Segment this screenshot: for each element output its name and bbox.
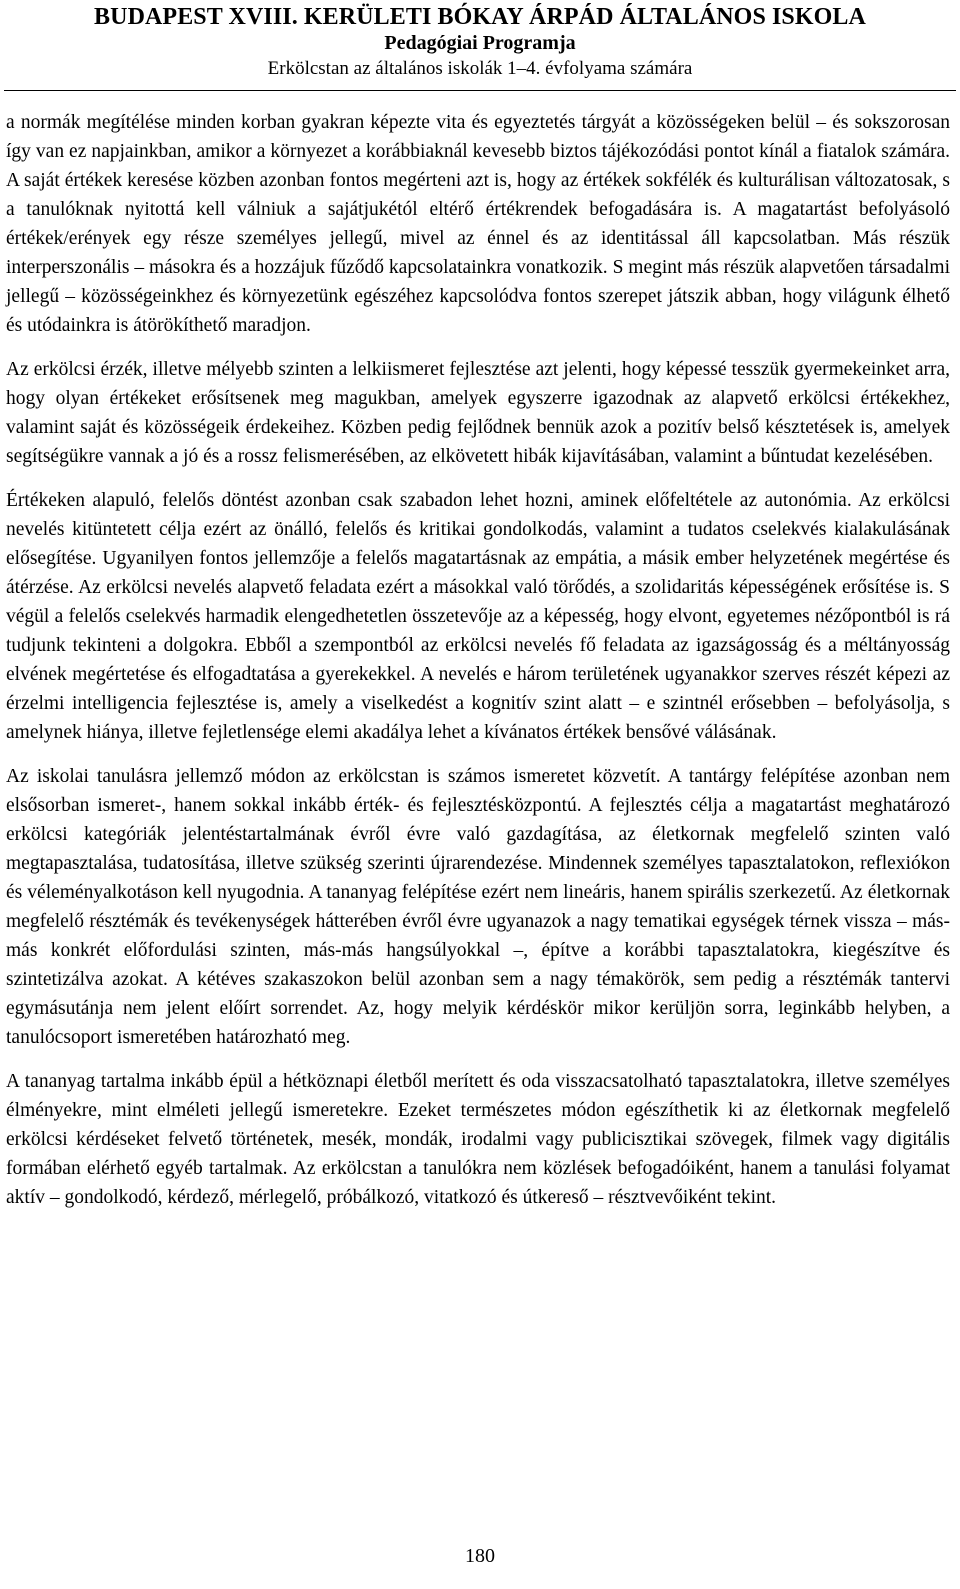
paragraph: A tananyag tartalma inkább épül a hétköznapi életből merített és oda visszacsatolható tapasztalatokra, illetve személyes élményekre, mint elméleti jellegű ismeretekre. Ezeket természetes módon egészíthetik ki az életkornak megfelelő erkölcsi kérdéseket felvető történetek, mesék, mondák, irodalmi vagy publicisztikai szövegek, filmek vagy digitális formában elérhető egyéb tartalmak. Az erkölcstan a tanulókra nem közlések befogadóiként, hanem a tanulási folyamat aktív – gondolkodó, kérdező, mérlegelő, próbálkozó, vitatkozó és útkereső – résztvevőiként tekint. [6, 1071, 950, 1208]
page-header [0, 4, 960, 82]
paragraph: a normák megítélése minden korban gyakran képezte vita és egyeztetés tárgyát a közösségeken belül – és sokszorosan így van ez napjainkban, amikor a környezet a korábbiaknál kevesebb biztos tájékozódási pontot kínál a fiatalok számára. A saját értékek keresése közben azonban fontos megérteni azt is, hogy az értékek sokfélék és kulturálisan változatosak, s a tanulóknak nyitottá kell válniuk a sajátjukétól eltérő értékrendek befogadására is. A magatartást befolyásoló értékek/erények egy része személyes jellegű, mivel az énnel és az identitással áll kapcsolatban. Más részük interperszonális – másokra és a hozzájuk fűződő kapcsolatainkra vonatkozik. S megint más részük alapvetően társadalmi jellegű – közösségeinkhez és környezetünk egészéhez kapcsolódva fontos szerepet játszik abban, hogy világunk élhető és utódainkra is átörökíthető maradjon. [6, 112, 950, 336]
paragraph: Az erkölcsi érzék, illetve mélyebb szinten a lelkiismeret fejlesztése azt jelenti, hogy képessé tesszük gyermekeinket arra, hogy olyan értékeket erősítsenek meg magukban, amelyek egyszerre igazodnak az alapvető erkölcsi értékekhez, valamint saját és közösségeik érdekeihez. Közben pedig fejlődnek bennük azok a pozitív belső késztetések is, amelyek segítségükre vannak a jó és a rossz felismerésében, az elkövetett hibák kijavításában, valamint a bűntudat kezelésében. [6, 359, 950, 467]
header-divider [4, 90, 956, 91]
paragraph: Értékeken alapuló, felelős döntést azonban csak szabadon lehet hozni, aminek előfeltétele az autonómia. Az erkölcsi nevelés kitüntetett célja ezért az önálló, felelős és kritikai gondolkodás, valamint a tudatos cselekvés kialakulásának elősegítése. Ugyanilyen fontos jellemzője a felelős magatartásnak az empátia, a másik ember helyzetének megértése és átérzése. Az erkölcsi nevelés alapvető feladata ezért a másokkal való törődés, a szolidaritás képességének erősítése is. S végül a felelős cselekvés harmadik elengedhetetlen összetevője az a képesség, hogy elvont, egyetemes nézőpontból is rá tudjunk tekinteni a dolgokra. Ebből a szempontból az erkölcsi nevelés fő feladata az igazságosság és a méltányosság elvének megértetése és elfogadtatása a gyerekekkel. A nevelés e három területének ugyanakkor szerves részét képezi az érzelmi intelligencia fejlesztése is, amely a viselkedést a kognitív szint alatt – e szintnél erősebben – befolyásolja, s amelynek hiánya, illetve fejletlensége elemi akadálya lehet a kívánatos értékek bensővé válásának. [6, 490, 950, 743]
program-title: Pedagógiai Programja [384, 32, 576, 54]
paragraph: Az iskolai tanulásra jellemző módon az erkölcstan is számos ismeretet közvetít. A tantárgy felépítése azonban nem elsősorban ismeret-, hanem sokkal inkább érték- és fejlesztésközpontú. A fejlesztés célja a magatartást meghatározó erkölcsi kategóriák jelentéstartalmának évről évre való gazdagítása, az életkornak megfelelő szinten való megtapasztalása, tudatosítása, illetve szükség szerinti újrarendezése. Mindennek személyes tapasztalatokon, reflexiókon és véleményalkotáson kell nyugodnia. A tananyag felépítése ezért nem lineáris, hanem spirális szerkezetű. Az életkornak megfelelő résztémák és tevékenységek hátterében évről évre ugyanazok a nagy tematikai egységek térnek vissza – más-más konkrét előfordulási szinten, más-más hangsúlyokkal –, építve a korábbi tapasztalatokra, kiegészítve és szintetizálva azokat. A kétéves szakaszokon belül azonban sem a nagy témakörök, sem pedig a résztémák tantervi egymásutánja nem jelent előírt sorrendet. Az, hogy melyik kérdéskör mikor kerüljön sorra, leginkább helyben, a tanulócsoport ismeretében határozható meg. [6, 766, 950, 1048]
body-text [6, 108, 950, 1227]
subject-line: Erkölcstan az általános iskolák 1–4. évfolyama számára [267, 58, 693, 79]
school-name: BUDAPEST XVIII. KERÜLETI BÓKAY ÁRPÁD ÁLTALÁNOS ISKOLA [94, 4, 866, 30]
page-number: 180 [465, 1545, 495, 1567]
